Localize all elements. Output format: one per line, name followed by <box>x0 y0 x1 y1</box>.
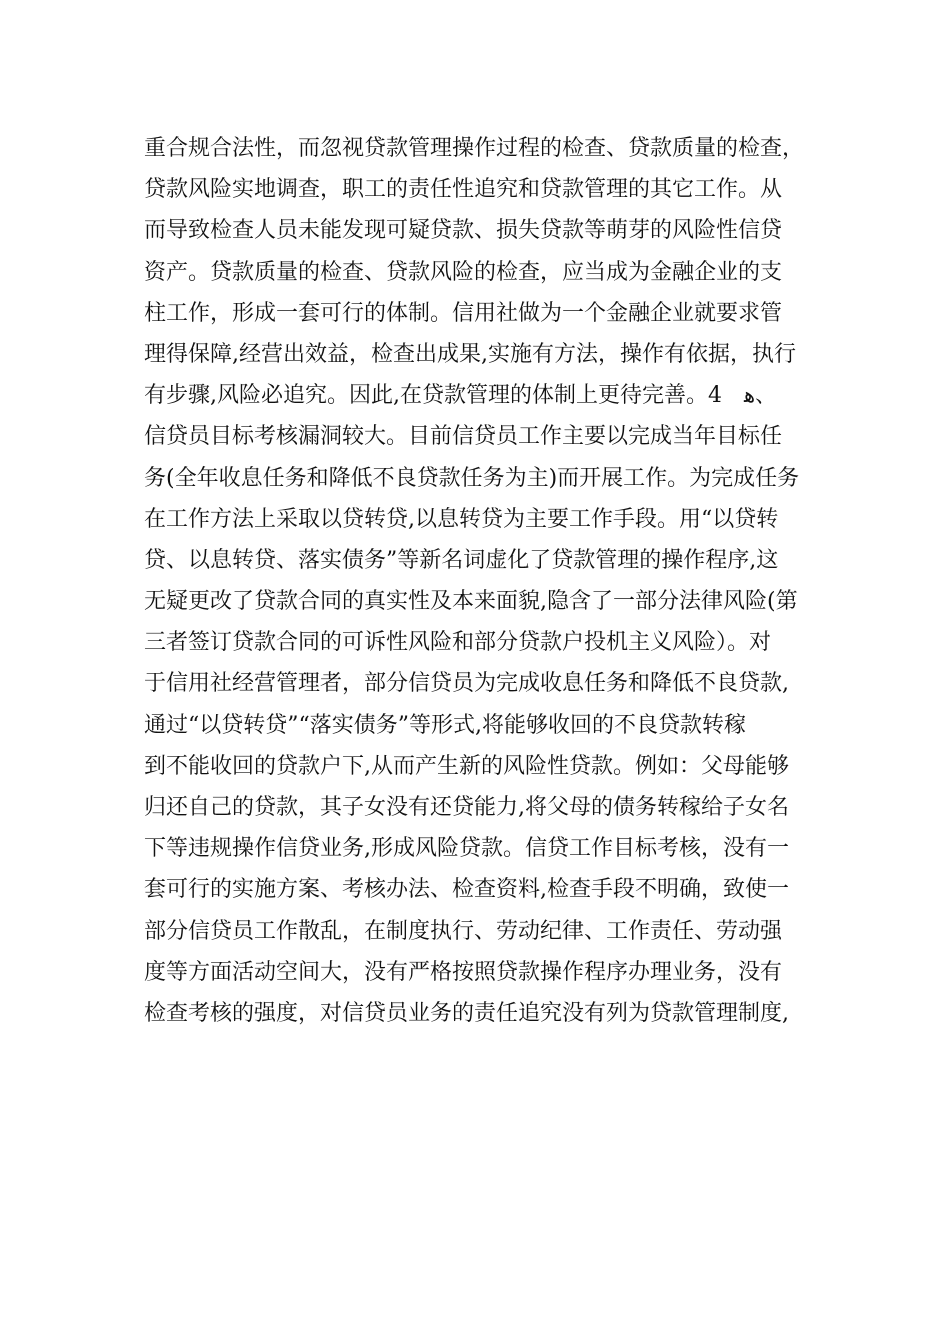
text-line: 三者签订贷款合同的可诉性风险和部分贷款户投机主义风险）。对 <box>144 630 772 656</box>
text-line: 信贷员目标考核漏洞较大。目前信贷员工作主要以完成当年目标任 <box>144 424 783 450</box>
text-line: 务(全年收息任务和降低不良贷款任务为主)而开展工作。为完成任务 <box>144 465 800 491</box>
text-line: 贷款风险实地调查，职工的责任性追究和贷款管理的其它工作。从 <box>144 177 783 203</box>
text-line <box>144 375 824 416</box>
text-line: 而导致检查人员未能发现可疑贷款、损失贷款等萌芽的风险性信贷 <box>144 218 783 244</box>
text-line: 归还自己的贷款，其子女没有还贷能力,将父母的债务转稼给子女名 <box>144 795 789 820</box>
text-line: 度等方面活动空间大，没有严格按照贷款操作程序办理业务，没有 <box>144 959 783 985</box>
inline-mark: ﻫ、 <box>744 383 777 408</box>
text-line: 套可行的实施方案、考核办法、检查资料,检查手段不明确，致使一 <box>144 877 789 903</box>
text-line: 到不能收回的贷款户下,从而产生新的风险性贷款。例如：父母能够 <box>144 753 789 779</box>
text-line: 理得保障,经营出效益，检查出成果,实施有方法，操作有依据，执行 <box>144 341 796 367</box>
text-line: 通过“以贷转贷”“落实债务”等形式,将能够收回的不良贷款转稼 <box>144 712 746 738</box>
text-line: 重合规合法性，而忽视贷款管理操作过程的检查、贷款质量的检查， <box>144 136 805 161</box>
text-line: 在工作方法上采取以贷转贷,以息转贷为主要工作手段。用“以贷转 <box>144 506 779 532</box>
text-line: 贷、以息转贷、落实债务”等新名词虚化了贷款管理的操作程序,这 <box>144 547 779 573</box>
text-line-content: 有步骤,风险必追究。因此,在贷款管理的体制上更待完善。4 <box>144 383 722 409</box>
text-line: 柱工作，形成一套可行的体制。信用社做为一个金融企业就要求管 <box>144 300 783 326</box>
text-line: 下等违规操作信贷业务,形成风险贷款。信贷工作目标考核，没有一 <box>144 836 789 862</box>
text-line: 无疑更改了贷款合同的真实性及本来面貌,隐含了一部分法律风险(第 <box>144 589 798 615</box>
text-line: 资产。贷款质量的检查、贷款风险的检查，应当成为金融企业的支 <box>144 259 783 285</box>
body-text <box>144 128 824 1034</box>
text-line: 于信用社经营管理者，部分信贷员为完成收息任务和降低不良贷款, <box>144 671 789 697</box>
text-line: 检查考核的强度，对信贷员业务的责任追究没有列为贷款管理制度, <box>144 1000 789 1026</box>
text-line: 部分信贷员工作散乱，在制度执行、劳动纪律、工作责任、劳动强 <box>144 918 783 944</box>
